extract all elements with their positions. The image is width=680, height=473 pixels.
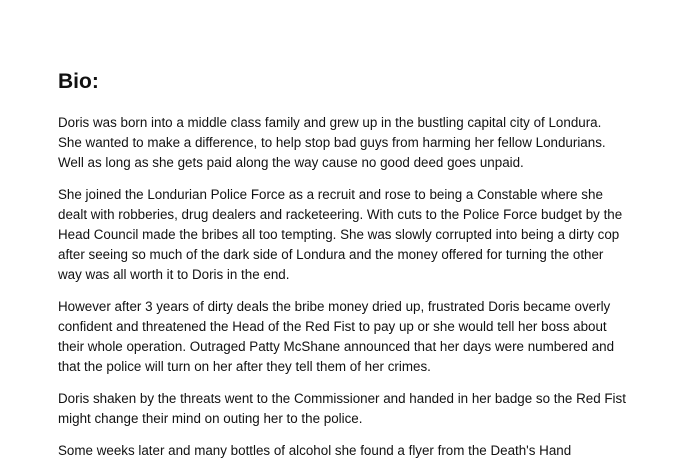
bio-paragraph-3: However after 3 years of dirty deals the bribe money dried up, frustrated Doris became overly confident and threatened the Head of the Red Fist to pay up or she would tell her boss about their whole operation. Outraged Patty McShane announced that her days were numbered and that the police will turn on her after they tell them of her crimes. [58, 299, 615, 374]
bio-paragraph-4: Doris shaken by the threats went to the Commissioner and handed in her badge so the Red Fist might change their mind on outing her to the police. [58, 391, 626, 426]
bio-paragraph-1: Doris was born into a middle class family and grew up in the bustling capital city of Londura. She wanted to make a difference, to help stop bad guys from harming her fellow Londurians. Well as long as she gets paid along the way cause no good deed goes unpaid. [58, 115, 606, 170]
bio-paragraph-5: Some weeks later and many bottles of alcohol she found a flyer from the Death's Hand [58, 443, 572, 458]
document-page [58, 64, 628, 473]
bio-heading: Bio: [58, 70, 99, 93]
bio-paragraph-2: She joined the Londurian Police Force as a recruit and rose to being a Constable where she dealt with robberies, drug dealers and racketeering. With cuts to the Police Force budget by the Head Council made the bribes all too tempting. She was slowly corrupted into being a dirty cop after seeing so much of the dark side of Londura and the money offered for turning the other way was all worth it to Doris in the end. [58, 187, 623, 282]
